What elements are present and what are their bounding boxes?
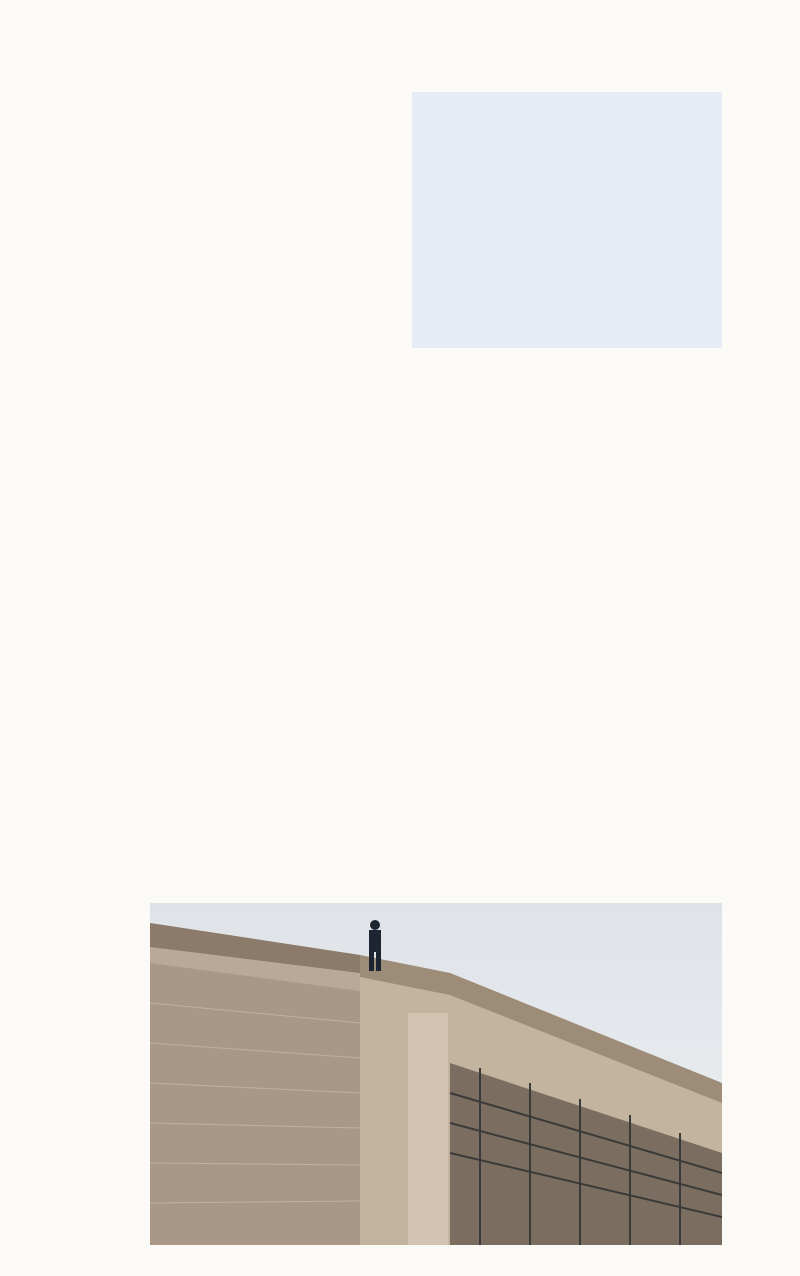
adjacent-article-fragment: [0, 620, 58, 1200]
building-illustration: [150, 903, 722, 1245]
news-photo: [150, 903, 722, 1245]
highlights-box: [412, 92, 722, 348]
headline: [24, 2, 794, 84]
